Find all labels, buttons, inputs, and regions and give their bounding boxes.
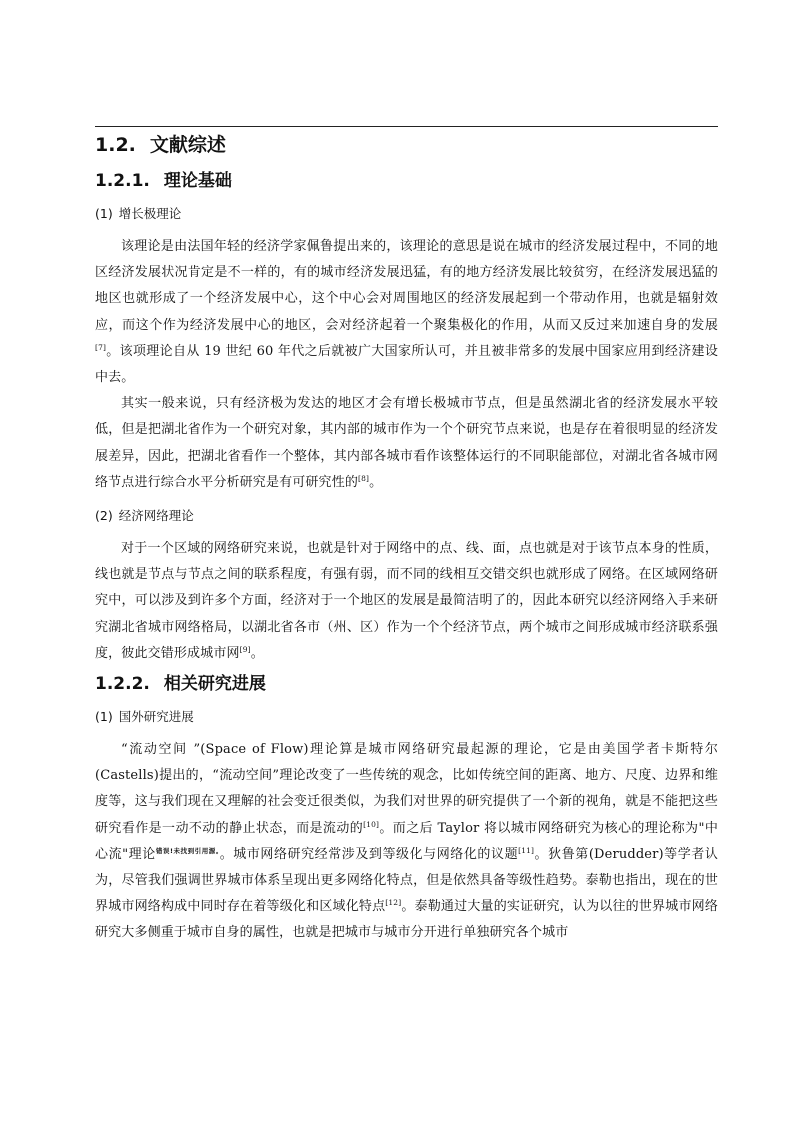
paragraph-text: 。 [250, 645, 264, 661]
citation-ref: [7] [95, 342, 107, 352]
subsection-number: 1.2.2. [95, 674, 150, 695]
sub-heading-label: (2) [95, 508, 113, 524]
paragraph-text: 。该项理论自从 19 世纪 60 年代之后就被广大国家所认可，并且被非常多的发展中国家应用到经济建设中去。 [95, 343, 718, 386]
paragraph-text: 。 [369, 474, 383, 490]
subsection-heading-1-2-2 [95, 669, 718, 699]
spacer [95, 496, 718, 506]
sub-heading-foreign-research [95, 707, 718, 727]
sub-heading-label: (1) [95, 206, 113, 221]
section-heading-1-2 [95, 128, 718, 160]
subsection-title: 理论基础 [163, 171, 232, 191]
paragraph-growth-pole-1 [95, 234, 718, 391]
paragraph-text: “流动空间 ”(Space of Flow)理论算是城市网络研究最起源的理论，它是由美国学者卡斯特尔(Castells)提出的，“流动空间”理论改变了一些传统的观念，比如传统空间的距离、地方、尺度、边界和维度等，这与我们现在又理解的社会变迁很类似，为我们对世界的研究提供了一个新的视角，就是不能把这些研究看作是一动不动的静止状态，而是流动的 [95, 742, 718, 836]
sub-heading-label: (1) [95, 709, 113, 725]
page-content [95, 128, 718, 947]
paragraph-text: 。狄鲁第(Derudder)等学者认为，尽管我们强调世界城市体系呈现出更多网络化特点，但是依然具备等级性趋势。泰勒也指出，现在的世界城市网络构成中同时存在着等级化和区域化特点 [95, 846, 718, 915]
sub-heading-economic-network [95, 506, 718, 526]
citation-ref: [12] [385, 898, 402, 908]
paragraph-text: 对于一个区域的网络研究来说，也就是针对于网络中的点、线、面，点也就是对于该节点本身的性质，线也就是节点与节点之间的联系程度，有强有弱，而不同的线相互交错交织也就形成了网络。在区域网络研究中，可以涉及到许多个方面，经济对于一个地区的发展是最简洁明了的，因此本研究以经济网络入手来研究湖北省城市网络格局，以湖北省各市（州、区）作为一个个经济节点，两个城市之间形成城市经济联系强度，彼此交错形成城市网 [95, 541, 718, 661]
section-number: 1.2. [95, 134, 136, 156]
header-rule [95, 126, 718, 127]
sub-heading-title: 经济网络理论 [118, 508, 194, 524]
paragraph-foreign-research [95, 737, 718, 947]
paragraph-text: 该理论是由法国年轻的经济学家佩鲁提出来的，该理论的意思是说在城市的经济发展过程中，不同的地区经济发展状况肯定是不一样的，有的城市经济发展迅猛，有的地方经济发展比较贫穷，在经济发展迅猛的地区也就形成了一个经济发展中心，这个中心会对周围地区的经济发展起到一个带动作用，也就是辐射效应，而这个作为经济发展中心的地区，会对经济起着一个聚集极化的作用，从而又反过来加速自身的发展 [95, 239, 718, 333]
subsection-heading-1-2-1 [95, 166, 718, 196]
citation-ref: [11] [518, 845, 535, 855]
sub-heading-title: 国外研究进展 [118, 709, 194, 725]
section-title: 文献综述 [149, 134, 226, 156]
sub-heading-title: 增长极理论 [118, 206, 182, 221]
subsection-number: 1.2.1. [95, 171, 150, 191]
subsection-title: 相关研究进展 [163, 674, 266, 695]
paragraph-text: 。泰勒通过大量的实证研究，认为以往的世界城市网络研究大多侧重于城市自身的属性，也就是把城市与城市分开进行单独研究各个城市 [95, 899, 718, 941]
paragraph-text: 。而之后 Taylor 将以城市网络研究为核心的理论称为"中心流"理论 [95, 820, 718, 862]
paragraph-growth-pole-2 [95, 391, 718, 496]
paragraph-economic-network [95, 536, 718, 667]
paragraph-text: 其实一般来说，只有经济极为发达的地区才会有增长极城市节点，但是虽然湖北省的经济发展水平较低，但是把湖北省作为一个研究对象，其内部的城市作为一个个研究节点来说，也是存在着很明显的经济发展差异，因此，把湖北省看作一个整体，其内部各城市看作该整体运行的不同职能部位，对湖北省各城市网络节点进行综合水平分析研究是有可研究性的 [95, 396, 718, 490]
paragraph-text: 。城市网络研究经常涉及到等级化与网络化的议题 [219, 846, 519, 862]
citation-ref: [10] [363, 819, 380, 829]
reference-error-note: 错误!未找到引用源。 [155, 846, 220, 855]
sub-heading-growth-pole [95, 204, 718, 224]
citation-ref: [8] [358, 473, 370, 483]
citation-ref: [9] [239, 644, 251, 654]
